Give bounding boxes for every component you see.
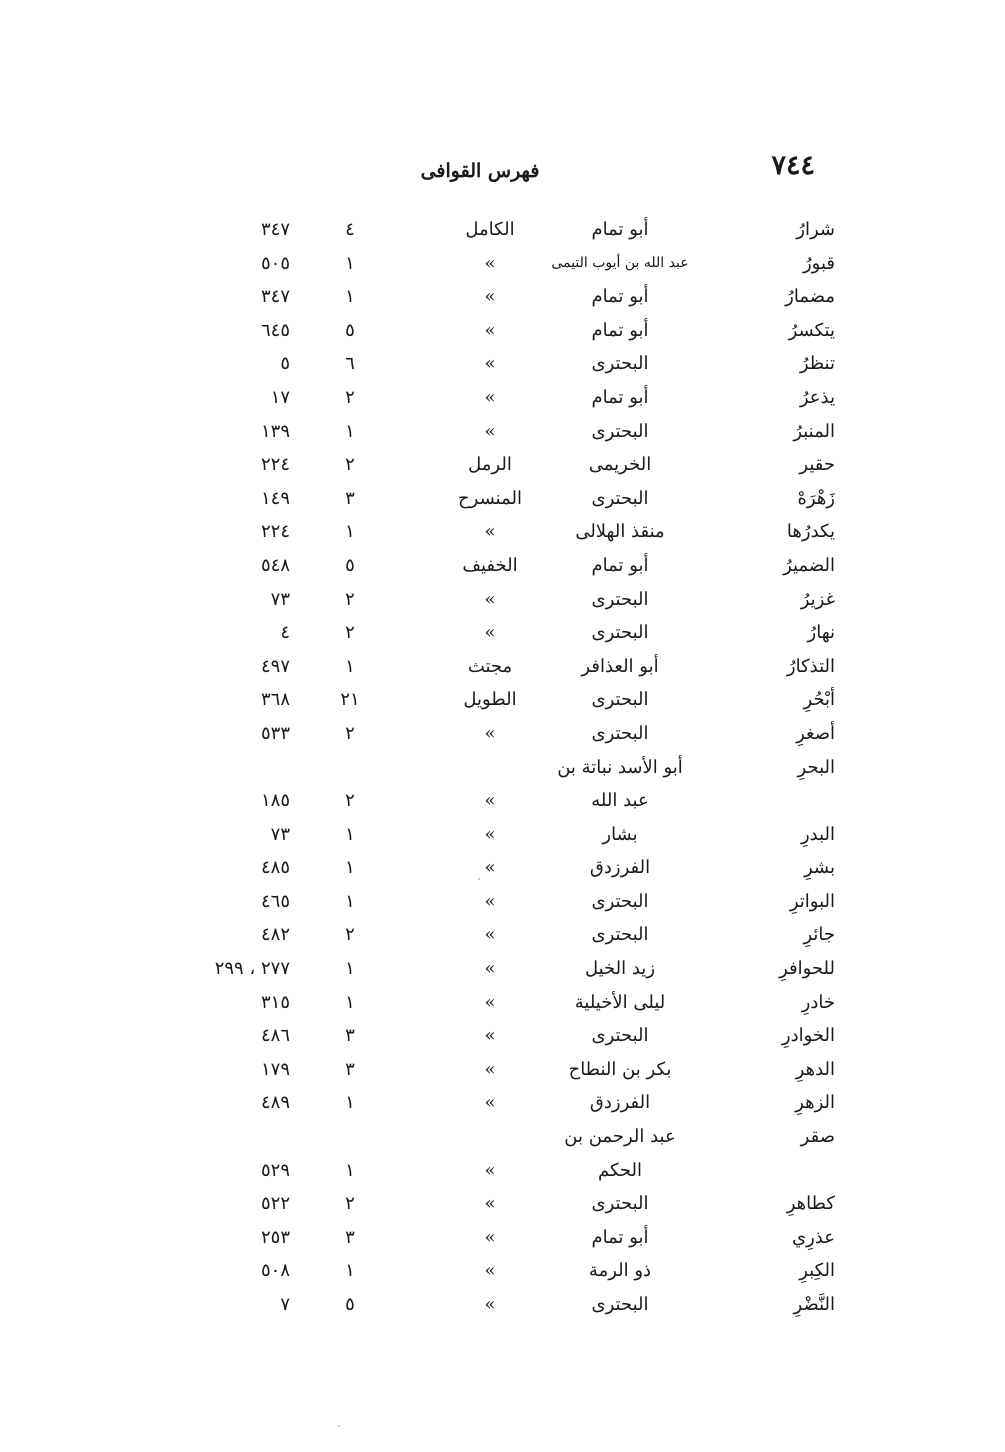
rhyme-word: الضميرُ — [783, 554, 835, 576]
poetic-meter: » — [484, 790, 496, 812]
rhyme-index-table — [0, 213, 1005, 1322]
poetic-meter: » — [484, 1226, 496, 1248]
rhyme-word: للحوافرِ — [779, 958, 835, 980]
index-row — [0, 616, 1005, 650]
page-reference: ٦٤٥ — [260, 319, 290, 341]
poetic-meter: الطويل — [463, 689, 517, 711]
verse-count: ١ — [345, 286, 355, 308]
poet-name: أبو تمام — [591, 219, 649, 240]
rhyme-word: جائرِ — [803, 924, 835, 946]
rhyme-word: صقر — [800, 1126, 835, 1148]
poetic-meter: » — [484, 622, 496, 644]
verse-count: ٣ — [345, 1025, 355, 1047]
index-row — [0, 1221, 1005, 1255]
index-row — [0, 885, 1005, 919]
rhyme-word: أصغرِ — [796, 722, 835, 744]
poet-name: أبو تمام — [591, 1226, 649, 1248]
rhyme-word: البحرِ — [797, 756, 835, 778]
poetic-meter: » — [484, 252, 496, 274]
rhyme-word: تنظرُ — [799, 353, 835, 375]
poetic-meter: » — [484, 521, 496, 543]
page-reference: ٣٤٧ — [260, 219, 290, 240]
page-reference: ٥٤٨ — [260, 554, 290, 576]
rhyme-word: يكدرُها — [786, 521, 835, 543]
paper-speck — [478, 878, 480, 880]
rhyme-word: البدرِ — [800, 823, 835, 845]
page-reference: ٤٦٥ — [260, 890, 290, 912]
poet-name: ليلى الأخيلية — [574, 991, 666, 1013]
index-row — [0, 818, 1005, 852]
page-reference: ٢٢٤ — [260, 521, 290, 543]
verse-count: ٢ — [345, 1193, 355, 1215]
rhyme-word: كطاهرِ — [786, 1193, 835, 1215]
poet-name: الحكم — [597, 1159, 643, 1181]
verse-count: ١ — [345, 857, 355, 879]
index-row — [0, 247, 1005, 281]
index-row — [0, 952, 1005, 986]
index-row — [0, 851, 1005, 885]
poet-name: البحترى — [591, 1193, 649, 1215]
verse-count: ١ — [345, 521, 355, 543]
index-row — [0, 650, 1005, 684]
index-row — [0, 1120, 1005, 1154]
poet-name: الفرزدق — [589, 857, 651, 879]
poet-name: البحترى — [591, 622, 649, 644]
page-number: ٧٤٤ — [771, 150, 815, 181]
poet-name: أبو العذافر — [581, 655, 659, 677]
verse-count: ٣ — [345, 1058, 355, 1080]
poet-name: عبد الله — [591, 790, 649, 812]
rhyme-word: أبْحُرِ — [803, 689, 835, 711]
poetic-meter: الكامل — [465, 219, 515, 240]
verse-count: ١ — [345, 823, 355, 845]
poet-name: ذو الرمة — [588, 1260, 652, 1282]
page-reference: ٢٧٧ ، ٢٩٩ — [214, 958, 290, 980]
running-title: فهرس القوافى — [420, 160, 540, 182]
rhyme-word: قبورُ — [802, 252, 835, 274]
page-reference: ٧ — [280, 1294, 290, 1315]
index-row — [0, 717, 1005, 751]
rhyme-word: زَهْرَهْ — [797, 487, 835, 509]
index-row — [0, 415, 1005, 449]
poetic-meter: » — [484, 1193, 496, 1215]
index-row — [0, 986, 1005, 1020]
poetic-meter: » — [484, 857, 496, 879]
index-row — [0, 347, 1005, 381]
poetic-meter: الرمل — [468, 454, 512, 476]
poet-name: البحترى — [591, 722, 649, 744]
page-reference: ٥٢٩ — [260, 1159, 290, 1181]
page-reference: ١٣٩ — [260, 420, 290, 442]
page-reference: ١٨٥ — [260, 790, 290, 812]
page-reference: ١٧ — [270, 386, 290, 408]
verse-count: ٢ — [345, 622, 355, 644]
poet-name: زيد الخيل — [584, 958, 656, 980]
verse-count: ١ — [345, 1092, 355, 1114]
poetic-meter: الخفيف — [462, 554, 518, 576]
poetic-meter: » — [484, 991, 496, 1013]
poetic-meter: » — [484, 1058, 496, 1080]
verse-count: ٢ — [345, 386, 355, 408]
poet-name: بشار — [602, 823, 638, 845]
page-reference: ٥٠٨ — [260, 1260, 290, 1282]
page-reference: ٥٣٣ — [260, 722, 290, 744]
poet-name: البحترى — [591, 1294, 649, 1315]
poetic-meter: » — [484, 823, 496, 845]
rhyme-word: عذرِي — [792, 1226, 835, 1248]
page-reference: ٤٩٧ — [260, 655, 290, 677]
verse-count: ١ — [345, 655, 355, 677]
page-reference: ٤٨٦ — [260, 1025, 290, 1047]
poet-name: البحترى — [591, 1025, 649, 1047]
poetic-meter: » — [484, 890, 496, 912]
poet-name: الخريمى — [588, 454, 652, 476]
rhyme-word: يتكسرُ — [788, 319, 835, 341]
index-row — [0, 482, 1005, 516]
poetic-meter: » — [484, 286, 496, 308]
poetic-meter: » — [484, 722, 496, 744]
index-row — [0, 1086, 1005, 1120]
page-reference: ٤٨٩ — [260, 1092, 290, 1114]
rhyme-word: مضمارُ — [785, 286, 835, 308]
index-row — [0, 918, 1005, 952]
verse-count: ٣ — [345, 487, 355, 509]
page-reference: ٥ — [280, 353, 290, 375]
verse-count: ٢ — [345, 790, 355, 812]
index-row — [0, 1288, 1005, 1322]
rhyme-word: التذكارُ — [786, 655, 835, 677]
poet-name: أبو تمام — [591, 319, 649, 341]
rhyme-word: البواترِ — [789, 890, 835, 912]
verse-count: ٢ — [345, 588, 355, 610]
rhyme-word: بشرِ — [804, 857, 835, 879]
index-row — [0, 213, 1005, 247]
index-row — [0, 751, 1005, 785]
index-row — [0, 1053, 1005, 1087]
rhyme-word: الخوادرِ — [781, 1025, 835, 1047]
poetic-meter: » — [484, 319, 496, 341]
index-row — [0, 1154, 1005, 1188]
index-row — [0, 683, 1005, 717]
rhyme-word: الكِبرِ — [799, 1260, 835, 1282]
page-reference: ٤ — [280, 622, 290, 644]
verse-count: ٣ — [345, 1226, 355, 1248]
rhyme-word: غزيرُ — [800, 588, 835, 610]
index-row — [0, 314, 1005, 348]
poetic-meter: » — [484, 353, 496, 375]
poetic-meter: » — [484, 958, 496, 980]
index-row — [0, 1019, 1005, 1053]
page-reference: ٧٣ — [270, 588, 290, 610]
poetic-meter: » — [484, 1294, 496, 1315]
index-row — [0, 515, 1005, 549]
poet-name: أبو الأسد نباتة بن — [557, 756, 683, 778]
verse-count: ٦ — [345, 353, 355, 375]
poet-name: البحترى — [591, 420, 649, 442]
page-reference: ٣٤٧ — [260, 286, 290, 308]
page-reference: ٥٠٥ — [260, 252, 290, 274]
poet-name: عبد الله بن أيوب التيمى — [551, 254, 689, 271]
index-row — [0, 583, 1005, 617]
index-row — [0, 280, 1005, 314]
poetic-meter: » — [484, 1260, 496, 1282]
rhyme-word: شرارُ — [796, 219, 835, 240]
verse-count: ٢ — [345, 722, 355, 744]
index-row — [0, 1187, 1005, 1221]
poet-name: البحترى — [591, 487, 649, 509]
poetic-meter: مجتث — [467, 655, 513, 677]
poetic-meter: » — [484, 924, 496, 946]
poet-name: منقذ الهلالى — [575, 521, 665, 543]
poet-name: أبو تمام — [591, 386, 649, 408]
verse-count: ٢ — [345, 454, 355, 476]
poet-name: البحترى — [591, 890, 649, 912]
paper-speck — [338, 1425, 340, 1427]
page-reference: ٣١٥ — [260, 991, 290, 1013]
poet-name: أبو تمام — [591, 554, 649, 576]
page-reference: ٢٥٣ — [260, 1226, 290, 1248]
verse-count: ٢ — [345, 924, 355, 946]
poetic-meter: » — [484, 588, 496, 610]
index-row — [0, 381, 1005, 415]
verse-count: ١ — [345, 252, 355, 274]
rhyme-word: خادرِ — [801, 991, 835, 1013]
page-reference: ٤٨٢ — [260, 924, 290, 946]
verse-count: ١ — [345, 1159, 355, 1181]
page-reference: ١٤٩ — [260, 487, 290, 509]
poet-name: البحترى — [591, 689, 649, 711]
rhyme-word: يذعرُ — [799, 386, 835, 408]
verse-count: ١ — [345, 890, 355, 912]
index-row — [0, 448, 1005, 482]
verse-count: ١ — [345, 958, 355, 980]
page-reference: ٣٦٨ — [260, 689, 290, 711]
poet-name: عبد الرحمن بن — [564, 1126, 676, 1148]
poetic-meter: المنسرح — [458, 487, 522, 509]
page-reference: ١٧٩ — [260, 1058, 290, 1080]
rhyme-word: المنبرُ — [793, 420, 835, 442]
verse-count: ٥ — [345, 319, 355, 341]
rhyme-word: نهارُ — [807, 622, 835, 644]
poet-name: البحترى — [591, 924, 649, 946]
rhyme-word: الزهرِ — [795, 1092, 835, 1114]
rhyme-word: الدهرِ — [795, 1058, 835, 1080]
index-row — [0, 784, 1005, 818]
index-row — [0, 549, 1005, 583]
rhyme-word: النَّضْرِ — [793, 1294, 835, 1315]
poet-name: البحترى — [591, 588, 649, 610]
poetic-meter: » — [484, 1025, 496, 1047]
poetic-meter: » — [484, 386, 496, 408]
rhyme-word: حقير — [799, 454, 835, 476]
verse-count: ٥ — [345, 1294, 355, 1315]
verse-count: ١ — [345, 991, 355, 1013]
verse-count: ١ — [345, 420, 355, 442]
page-reference: ٤٨٥ — [260, 857, 290, 879]
verse-count: ٥ — [345, 554, 355, 576]
poet-name: الفرزدق — [589, 1092, 651, 1114]
poetic-meter: » — [484, 1159, 496, 1181]
page-reference: ٢٢٤ — [260, 454, 290, 476]
verse-count: ٤ — [345, 219, 355, 240]
verse-count: ١ — [345, 1260, 355, 1282]
poet-name: أبو تمام — [591, 286, 649, 308]
verse-count: ٢١ — [340, 689, 360, 711]
poetic-meter: » — [484, 1092, 496, 1114]
poet-name: بكر بن النطاح — [568, 1058, 672, 1080]
page-reference: ٥٢٢ — [260, 1193, 290, 1215]
index-row — [0, 1254, 1005, 1288]
page-reference: ٧٣ — [270, 823, 290, 845]
poet-name: البحترى — [591, 353, 649, 375]
poetic-meter: » — [484, 420, 496, 442]
